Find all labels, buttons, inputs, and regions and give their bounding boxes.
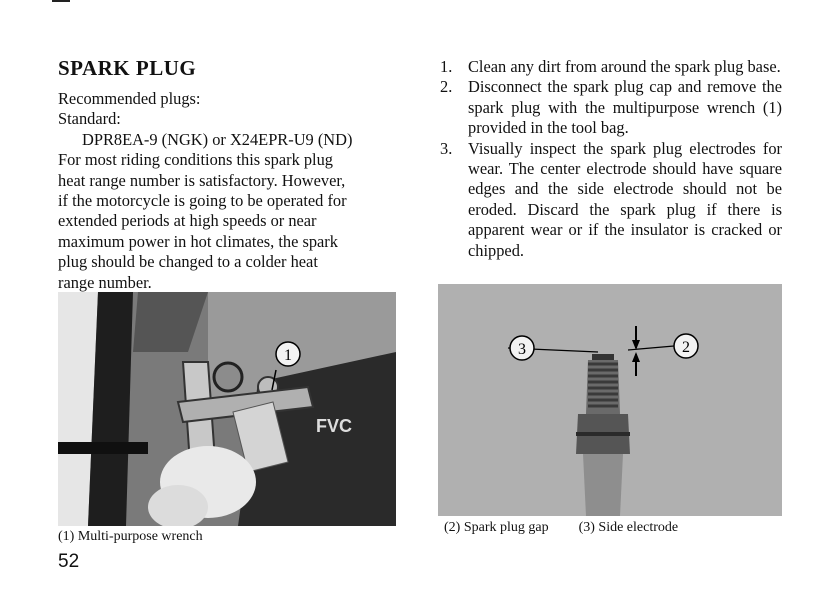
step-item — [438, 139, 782, 261]
section-title: SPARK PLUG — [58, 56, 197, 80]
paragraph-line: range number. — [58, 272, 152, 292]
paragraph-line: maximum power in hot climates, the spark — [58, 231, 338, 251]
spark-plug-captions — [444, 520, 678, 536]
paragraph-line: extended periods at high speeds or near — [58, 211, 317, 231]
callout-label-side: 3 — [518, 341, 526, 358]
paragraph-line: if the motorcycle is going to be operated for — [58, 191, 347, 211]
step-text: Visually inspect the spark plug electrodes for wear. The center electrode should have square edges and the side electrode should not be eroded. Discard the spark plug if there is apparent wear or if the insulator is cracked or chipped. — [468, 138, 782, 260]
right-column — [438, 57, 782, 261]
step-text: Disconnect the spark plug cap and remove the spark plug with the multipurpose wrench (1) provided in the tool bag. — [468, 77, 782, 138]
center-electrode — [592, 354, 614, 360]
step-number: 3. — [440, 138, 453, 158]
page-number: 52 — [58, 551, 80, 572]
gap-caption: (2) Spark plug gap — [444, 520, 549, 535]
spark-plug-photo — [438, 284, 782, 516]
steps-list — [438, 57, 782, 261]
plug-models: DPR8EA-9 (NGK) or X24EPR-U9 (ND) — [82, 129, 353, 149]
step-text: Clean any dirt from around the spark plug base. — [468, 57, 781, 76]
callout-label-gap: 2 — [682, 339, 690, 356]
wrench-photo — [58, 292, 396, 526]
step-item — [438, 57, 782, 77]
step-item — [438, 77, 782, 138]
section-body — [58, 89, 398, 293]
brand-text: FVC — [316, 416, 352, 436]
side-electrode-caption: (3) Side electrode — [578, 520, 679, 535]
corner-mark — [52, 0, 70, 2]
left-column — [58, 52, 398, 293]
step-number: 1. — [440, 57, 453, 76]
callout-label: 1 — [284, 347, 292, 364]
paragraph-line: plug should be changed to a colder heat — [58, 252, 318, 272]
wrench-caption: (1) Multi-purpose wrench — [58, 529, 203, 544]
paragraph-line: heat range number is satisfactory. However, — [58, 170, 346, 190]
recommended-label: Recommended plugs: — [58, 89, 201, 108]
spark-plug-illustration — [438, 284, 782, 516]
wrench-illustration — [58, 292, 396, 526]
step-number: 2. — [440, 77, 453, 97]
standard-label: Standard: — [58, 109, 121, 129]
paragraph-line: For most riding conditions this spark plug — [58, 150, 333, 170]
